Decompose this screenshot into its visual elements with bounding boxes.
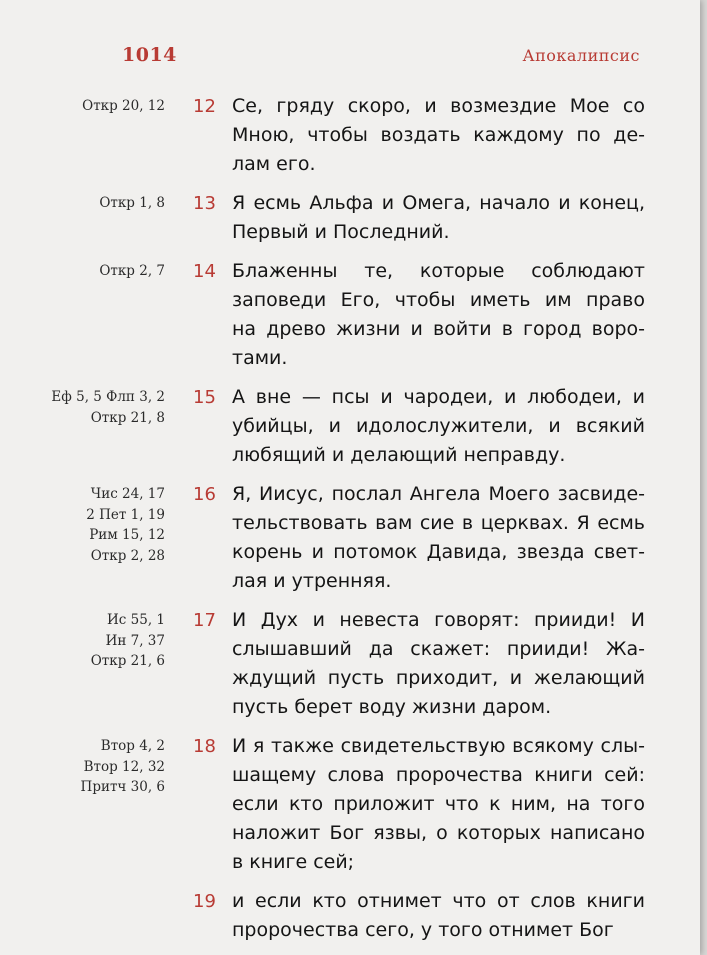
verse-line: любящий и делающий неправду.	[232, 444, 566, 466]
cross-reference: Втор 4, 2	[100, 738, 165, 754]
page-number: 1014	[122, 44, 177, 66]
cross-reference: Рим 15, 12	[89, 527, 165, 543]
cross-reference: Втор 12, 32	[83, 758, 165, 775]
verse-number: 15	[193, 387, 216, 408]
verse-number: 19	[193, 891, 216, 912]
verse-line: А вне — псы и чародеи, и любодеи, и	[232, 386, 645, 408]
verse-line: И я также свидетельствую всякому слы-	[232, 735, 645, 757]
cross-reference: Откр 1, 8	[99, 195, 165, 211]
verse-line: и если кто отнимет что от слов книги	[232, 890, 645, 912]
verse-16	[0, 480, 700, 596]
verse-line: И Дух и невеста говорят: прииди! И	[232, 609, 645, 631]
verse-text	[232, 92, 645, 179]
cross-reference: Откр 2, 28	[90, 547, 165, 564]
cross-references	[86, 484, 165, 566]
verse-19	[0, 887, 700, 945]
cross-reference: Откр 21, 8	[90, 409, 165, 426]
verse-line: слышавший да скажет: прииди! Жа-	[232, 638, 645, 660]
verse-18	[0, 732, 700, 877]
verse-12	[0, 92, 700, 179]
verse-line: в книге сей;	[232, 851, 355, 873]
verse-text	[232, 383, 645, 470]
verse-line: наложит Бог язвы, о которых написано	[232, 822, 645, 844]
verse-line: тами.	[232, 347, 288, 369]
verse-number: 14	[193, 261, 216, 282]
verse-number: 13	[193, 193, 216, 214]
verse-line: пусть берет воду жизни даром.	[232, 696, 552, 718]
verse-line: пророчества сего, у того отнимет Бог	[232, 919, 614, 941]
verse-number: 17	[193, 610, 216, 631]
verse-text	[232, 732, 645, 877]
verse-text	[232, 480, 645, 596]
verse-line: Се, гряду скоро, и возмездие Мое со	[232, 95, 645, 117]
verse-line: Я, Иисус, послал Ангела Моего засвиде-	[232, 483, 645, 505]
cross-reference: Притч 30, 6	[80, 779, 165, 795]
verse-line: ждущий пусть приходит, и желающий	[232, 667, 645, 689]
verse-line: шащему слова пророчества книги сей:	[232, 764, 645, 786]
verse-line: если кто приложит что к ним, на того	[232, 793, 645, 815]
cross-reference: Ис 55, 1	[107, 612, 165, 628]
cross-reference: Откр 21, 6	[90, 653, 165, 669]
verse-line: Мною, чтобы воздать каждому по де-	[232, 124, 645, 146]
verse-line: тельствовать вам сие в церквах. Я есмь	[232, 512, 645, 534]
cross-reference: Чис 24, 17	[90, 486, 165, 502]
cross-references	[99, 261, 165, 282]
verse-number: 16	[193, 484, 216, 505]
verse-17	[0, 606, 700, 722]
verse-line: Первый и Последний.	[232, 221, 450, 243]
cross-reference: 2 Пет 1, 19	[86, 506, 165, 523]
verse-line: на древо жизни и войти в город воро-	[232, 318, 645, 340]
verse-line: лая и утренняя.	[232, 570, 392, 592]
verse-number: 18	[193, 736, 216, 757]
cross-references	[81, 736, 165, 798]
verse-text	[232, 606, 645, 722]
verse-line: убийцы, и идолослужители, и всякий	[232, 415, 645, 437]
page-header	[0, 44, 700, 74]
book-title: Апокалипсис	[522, 46, 640, 65]
cross-references	[51, 387, 165, 428]
verse-list	[0, 92, 700, 955]
cross-reference: Откр 2, 7	[99, 263, 165, 279]
verse-text	[232, 257, 645, 373]
verse-text	[232, 189, 645, 247]
cross-reference: Ин 7, 37	[105, 632, 165, 649]
verse-13	[0, 189, 700, 247]
cross-references	[82, 96, 165, 117]
verse-line: лам его.	[232, 153, 316, 175]
verse-number: 12	[193, 96, 216, 117]
verse-14	[0, 257, 700, 373]
verse-line: Я есмь Альфа и Омега, начало и конец,	[232, 192, 645, 214]
cross-references	[91, 610, 165, 672]
verse-15	[0, 383, 700, 470]
verse-line: корень и потомок Давида, звезда свет-	[232, 541, 645, 563]
cross-reference: Откр 20, 12	[82, 98, 165, 114]
cross-reference: Еф 5, 5 Флп 3, 2	[51, 389, 165, 405]
cross-references	[99, 193, 165, 214]
verse-line: Блаженны те, которые соблюдают	[232, 260, 645, 282]
verse-line: заповеди Его, чтобы иметь им право	[232, 289, 645, 311]
verse-text	[232, 887, 645, 945]
